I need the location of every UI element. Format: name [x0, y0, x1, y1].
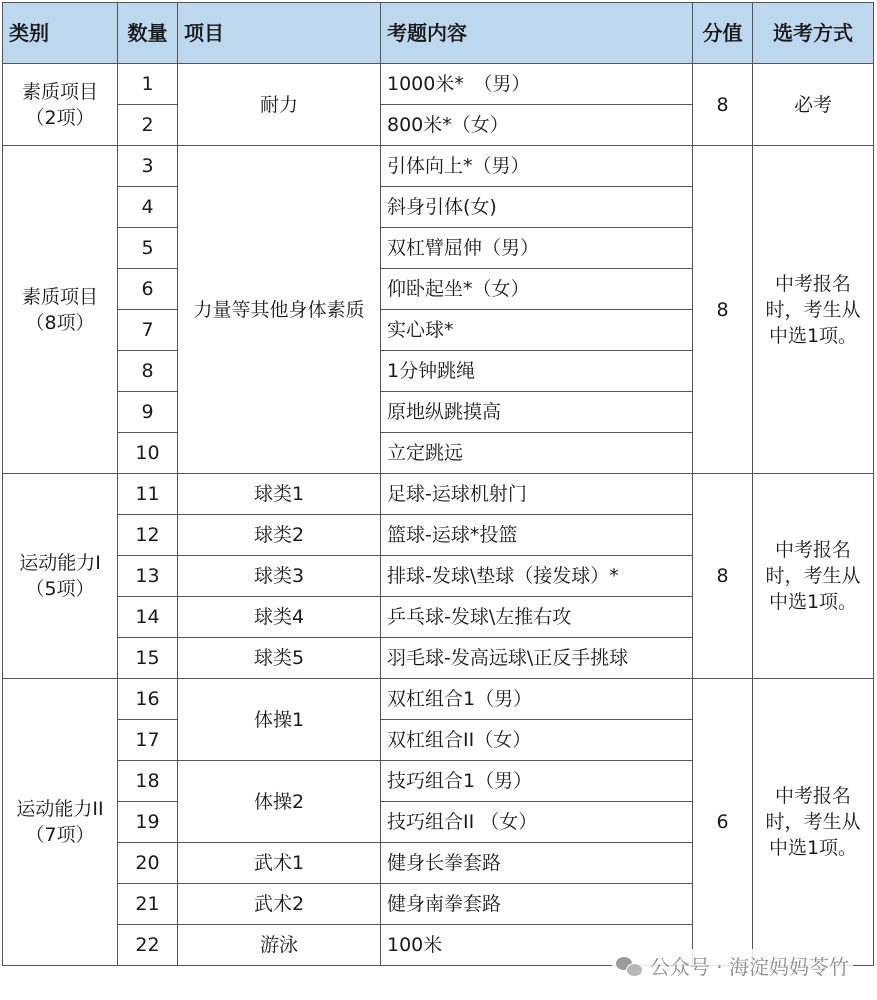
- num-cell: 11: [118, 474, 178, 515]
- content-cell: 实心球*: [381, 310, 693, 351]
- score-cell: 8: [693, 474, 753, 679]
- item-cell: 武术1: [178, 843, 381, 884]
- num-cell: 3: [118, 146, 178, 187]
- header-count: 数量: [118, 3, 178, 64]
- num-cell: 6: [118, 269, 178, 310]
- content-cell: 乒乓球-发球\左推右攻: [381, 597, 693, 638]
- item-cell: 武术2: [178, 884, 381, 925]
- num-cell: 14: [118, 597, 178, 638]
- content-cell: 篮球-运球*投篮: [381, 515, 693, 556]
- content-cell: 双杠组合II（女）: [381, 720, 693, 761]
- category-cell: 运动能力II （7项）: [3, 679, 118, 966]
- num-cell: 1: [118, 64, 178, 105]
- header-category: 类别: [3, 3, 118, 64]
- content-cell: 引体向上*（男）: [381, 146, 693, 187]
- content-cell: 健身南拳套路: [381, 884, 693, 925]
- num-cell: 9: [118, 392, 178, 433]
- item-cell: 耐力: [178, 64, 381, 146]
- content-cell: 1000米* （男）: [381, 64, 693, 105]
- content-cell: 1分钟跳绳: [381, 351, 693, 392]
- category-cell: 运动能力I （5项）: [3, 474, 118, 679]
- item-cell: 球类4: [178, 597, 381, 638]
- method-cell: 中考报名时，考生从中选1项。: [753, 474, 874, 679]
- item-cell: 体操2: [178, 761, 381, 843]
- watermark: [612, 949, 853, 982]
- method-cell: 中考报名时，考生从中选1项。: [753, 679, 874, 966]
- num-cell: 17: [118, 720, 178, 761]
- content-cell: 立定跳远: [381, 433, 693, 474]
- score-cell: 8: [693, 146, 753, 474]
- item-cell: 球类5: [178, 638, 381, 679]
- score-cell: 8: [693, 64, 753, 146]
- num-cell: 19: [118, 802, 178, 843]
- table-row: [3, 474, 874, 515]
- score-cell: 6: [693, 679, 753, 966]
- item-cell: 球类3: [178, 556, 381, 597]
- item-cell: 体操1: [178, 679, 381, 761]
- watermark-label: 公众号 · 海淀妈妈苓竹: [649, 955, 849, 979]
- num-cell: 10: [118, 433, 178, 474]
- item-cell: 游泳: [178, 925, 381, 966]
- category-cell: 素质项目 （2项）: [3, 64, 118, 146]
- method-cell: 必考: [753, 64, 874, 146]
- num-cell: 7: [118, 310, 178, 351]
- content-cell: 技巧组合II （女）: [381, 802, 693, 843]
- header-method: 选考方式: [753, 3, 874, 64]
- num-cell: 5: [118, 228, 178, 269]
- content-cell: 斜身引体(女): [381, 187, 693, 228]
- header-score: 分值: [693, 3, 753, 64]
- content-cell: 双杠臂屈伸（男）: [381, 228, 693, 269]
- content-cell: 双杠组合1（男）: [381, 679, 693, 720]
- header-item: 项目: [178, 3, 381, 64]
- num-cell: 2: [118, 105, 178, 146]
- content-cell: 100米: [381, 925, 693, 966]
- num-cell: 18: [118, 761, 178, 802]
- num-cell: 21: [118, 884, 178, 925]
- content-cell: 健身长拳套路: [381, 843, 693, 884]
- content-cell: 800米*（女）: [381, 105, 693, 146]
- header-content: 考题内容: [381, 3, 693, 64]
- table-row: [3, 146, 874, 187]
- exam-items-table: [2, 2, 874, 966]
- num-cell: 15: [118, 638, 178, 679]
- num-cell: 13: [118, 556, 178, 597]
- content-cell: 羽毛球-发高远球\正反手挑球: [381, 638, 693, 679]
- num-cell: 16: [118, 679, 178, 720]
- content-cell: 原地纵跳摸高: [381, 392, 693, 433]
- num-cell: 12: [118, 515, 178, 556]
- num-cell: 22: [118, 925, 178, 966]
- method-cell: 中考报名时，考生从中选1项。: [753, 146, 874, 474]
- table-header-row: [3, 3, 874, 64]
- content-cell: 技巧组合1（男）: [381, 761, 693, 802]
- table-row: [3, 64, 874, 105]
- item-cell: 力量等其他身体素质: [178, 146, 381, 474]
- item-cell: 球类2: [178, 515, 381, 556]
- content-cell: 排球-发球\垫球（接发球）*: [381, 556, 693, 597]
- category-cell: 素质项目 （8项）: [3, 146, 118, 474]
- num-cell: 20: [118, 843, 178, 884]
- wechat-icon: [616, 955, 642, 977]
- table-row: [3, 679, 874, 720]
- item-cell: 球类1: [178, 474, 381, 515]
- num-cell: 8: [118, 351, 178, 392]
- content-cell: 仰卧起坐*（女）: [381, 269, 693, 310]
- num-cell: 4: [118, 187, 178, 228]
- content-cell: 足球-运球机射门: [381, 474, 693, 515]
